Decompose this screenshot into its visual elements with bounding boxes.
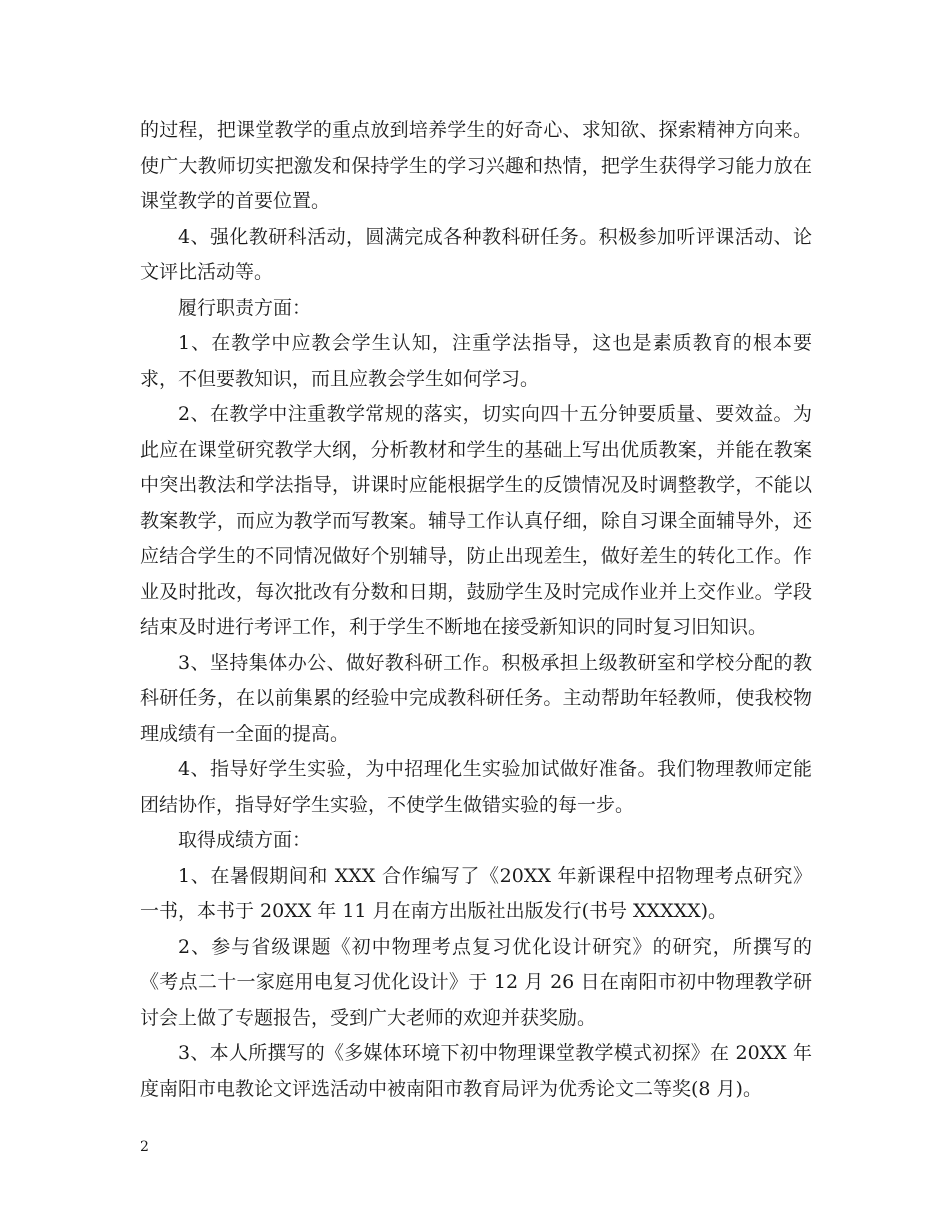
section-heading-achievements: 取得成绩方面： bbox=[178, 829, 312, 851]
paragraph-item-4-research: 4、强化教研科活动，圆满完成各种教科研任务。积极参加听评课活动、论文评比活动等。 bbox=[140, 225, 812, 283]
paragraph-achievement-2: 2、参与省级课题《初中物理考点复习优化设计研究》的研究，所撰写的《考点二十一家庭用电复习优化设计》于 12 月 26 日在南阳市初中物理教学研讨会上做了专题报告，受到广大老师的欢迎并获奖励。 bbox=[140, 935, 812, 1029]
paragraph-continuation: 的过程，把课堂教学的重点放到培养学生的好奇心、求知欲、探索精神方向来。使广大教师切实把激发和保持学生的学习兴趣和热情，把学生获得学习能力放在课堂教学的首要位置。 bbox=[140, 119, 812, 212]
page-number: 2 bbox=[140, 1139, 149, 1155]
paragraph-achievement-1: 1、在暑假期间和 XXX 合作编写了《20XX 年新课程中招物理考点研究》一书，本书于 20XX 年 11 月在南方出版社出版发行(书号 XXXXX)。 bbox=[140, 864, 812, 922]
body-text bbox=[140, 113, 812, 1107]
paragraph-achievement-3: 3、本人所撰写的《多媒体环境下初中物理课堂教学模式初探》在 20XX 年度南阳市电教论文评选活动中被南阳市教育局评为优秀论文二等奖(8 月)。 bbox=[140, 1042, 812, 1100]
paragraph-duty-3: 3、坚持集体办公、做好教科研工作。积极承担上级教研室和学校分配的教科研任务，在以前集累的经验中完成教科研任务。主动帮助年轻教师，使我校物理成绩有一全面的提高。 bbox=[140, 651, 812, 745]
paragraph-duty-4: 4、指导好学生实验，为中招理化生实验加试做好准备。我们物理教师定能团结协作，指导好学生实验，不使学生做错实验的每一步。 bbox=[140, 758, 812, 816]
paragraph-duty-2: 2、在教学中注重教学常规的落实，切实向四十五分钟要质量、要效益。为此应在课堂研究教学大纲，分析教材和学生的基础上写出优质教案，并能在教案中突出教法和学法指导，讲课时应能根据学生的反馈情况及时调整教学，不能以教案教学，而应为教学而写教案。辅导工作认真仔细，除自习课全面辅导外，还应结合学生的不同情况做好个别辅导，防止出现差生，做好差生的转化工作。作业及时批改，每次批改有分数和日期，鼓励学生及时完成作业并上交作业。学段结束及时进行考评工作，利于学生不断地在接受新知识的同时复习旧知识。 bbox=[140, 403, 812, 638]
section-heading-duties: 履行职责方面： bbox=[178, 296, 312, 319]
paragraph-duty-1: 1、在教学中应教会学生认知，注重学法指导，这也是素质教育的根本要求，不但要教知识，而且应教会学生如何学习。 bbox=[140, 332, 812, 390]
